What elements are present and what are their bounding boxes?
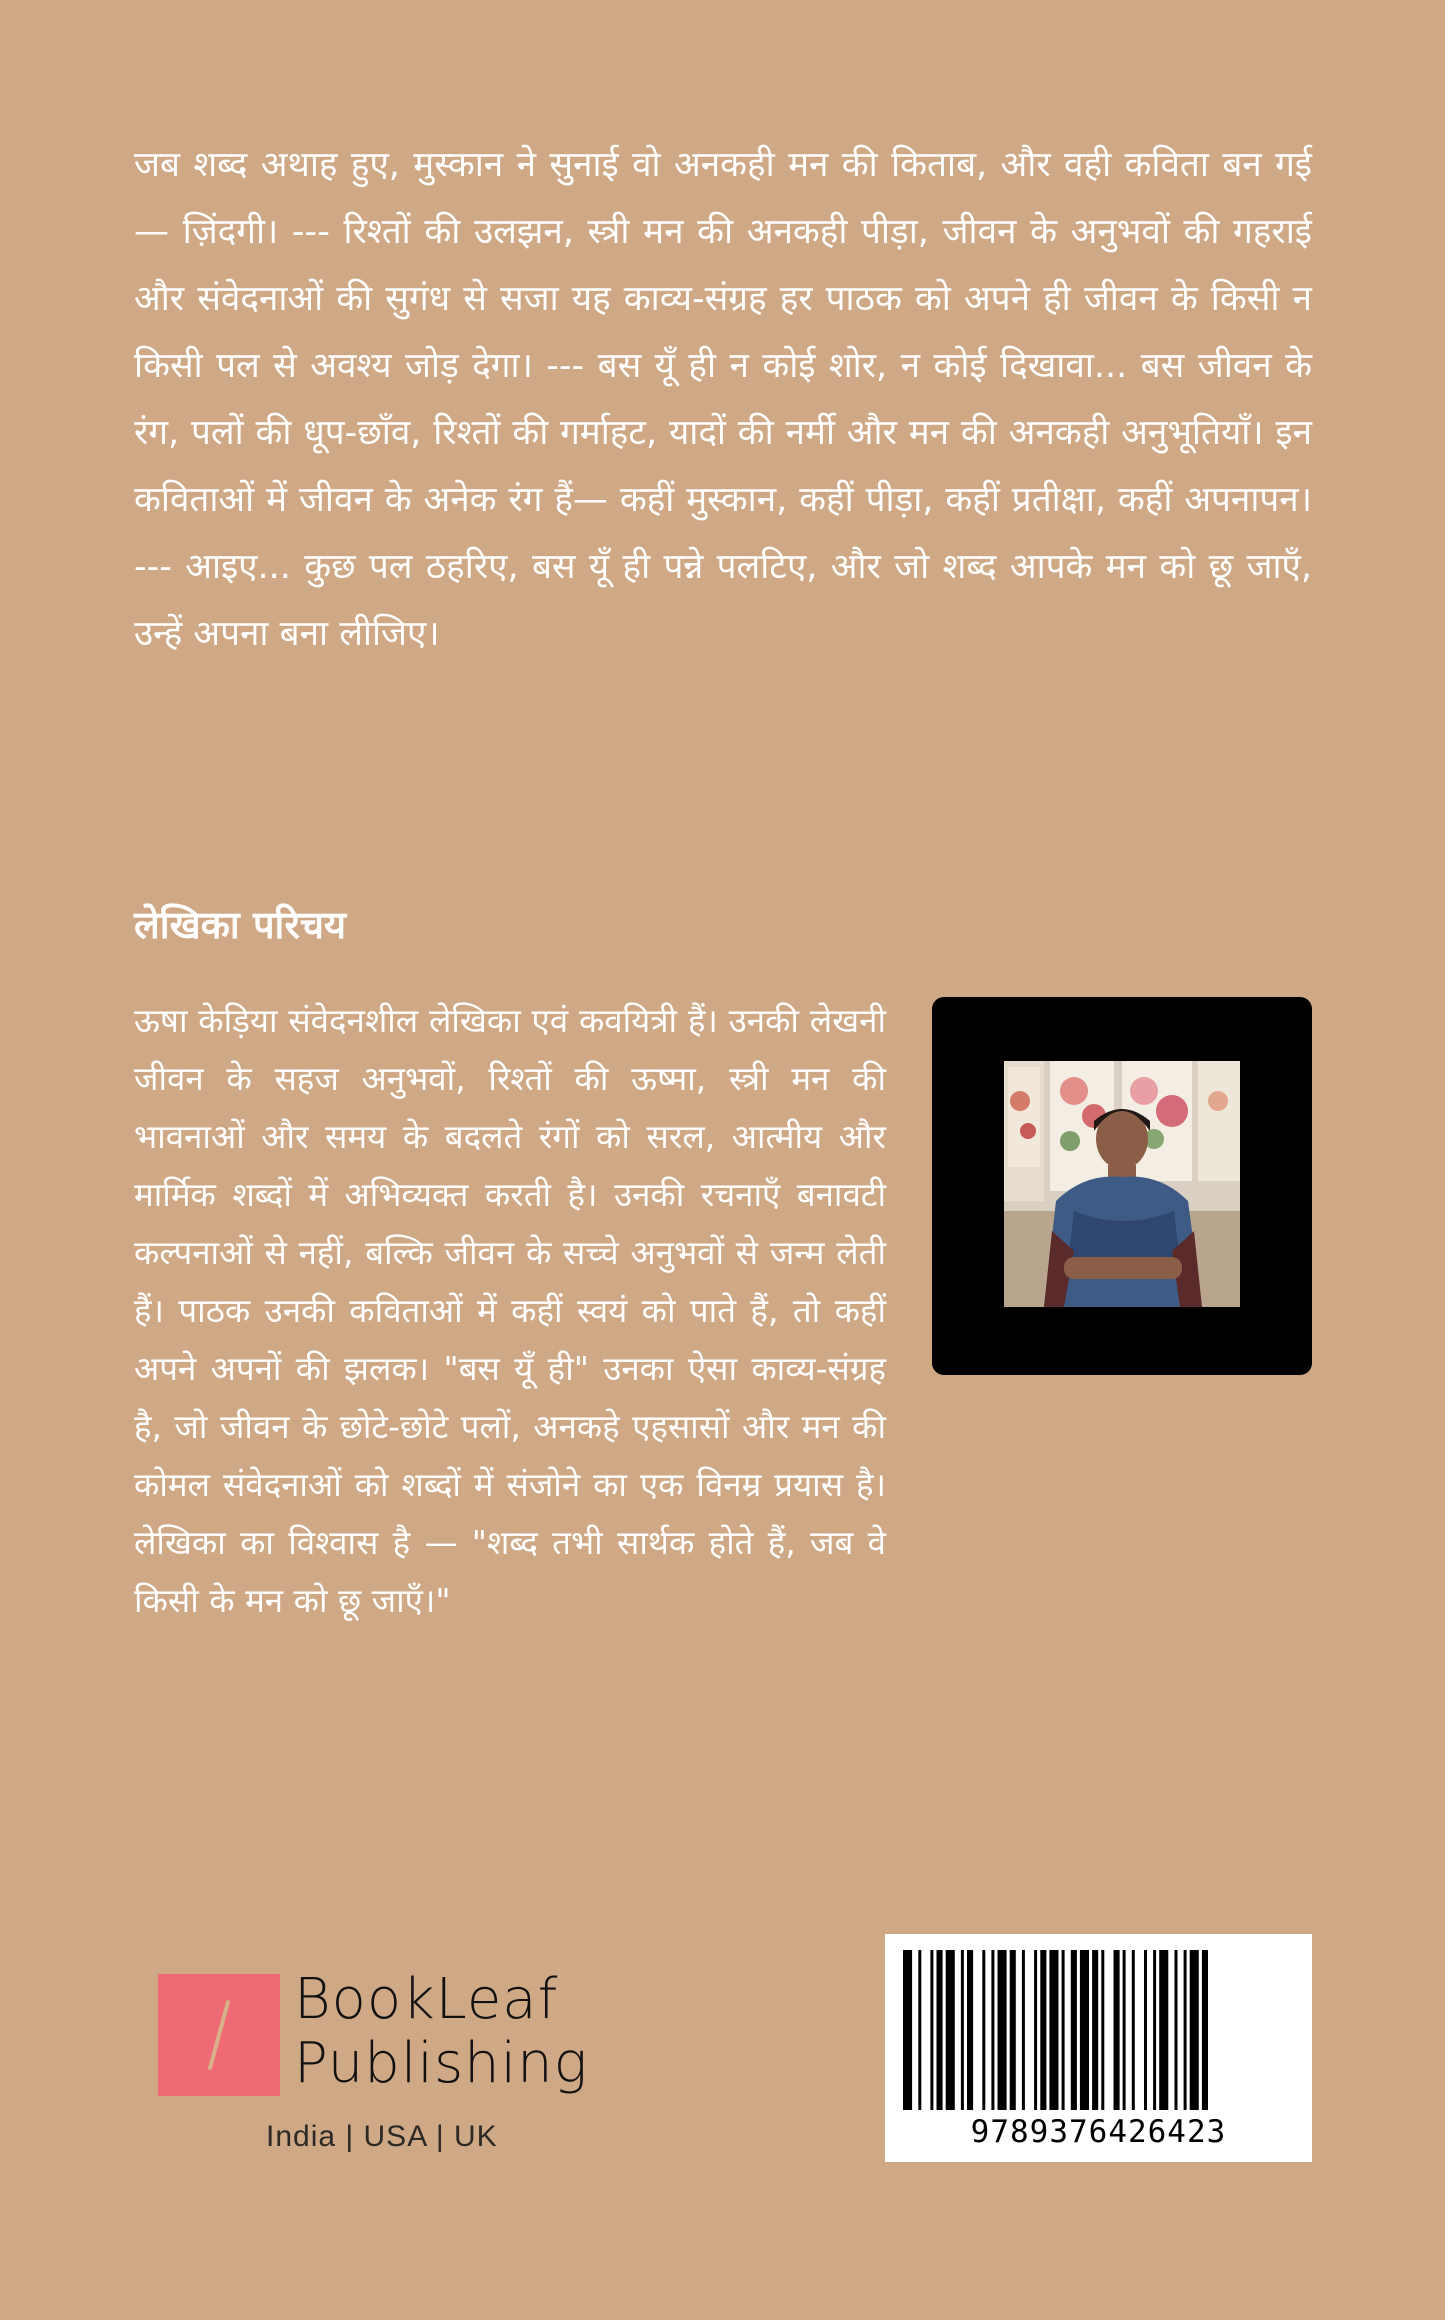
author-photo-frame [932, 997, 1312, 1375]
isbn-barcode [885, 1934, 1312, 2162]
barcode-bar [991, 1950, 994, 2110]
barcode-bar [1101, 1950, 1104, 2110]
barcode-bar [1040, 1950, 1046, 2110]
barcode-bar [1202, 1950, 1208, 2110]
publisher-countries: India | USA | UK [266, 2120, 498, 2153]
barcode-bar [1062, 1950, 1065, 2110]
barcode-bar [918, 1950, 921, 2110]
barcode-bar [1092, 1950, 1098, 2110]
publisher-logo [158, 1967, 618, 2153]
barcode-bar [1071, 1950, 1077, 2110]
publisher-name [294, 1968, 588, 2096]
barcode-bar [1010, 1950, 1016, 2110]
publisher-name-line2: Publishing [294, 2031, 589, 2096]
barcode-bar [1123, 1950, 1126, 2110]
barcode-bar [961, 1950, 964, 2110]
barcode-bar [1034, 1950, 1037, 2110]
barcode-bar [982, 1950, 985, 2110]
author-photo [1004, 1061, 1240, 1307]
author-bio: ऊषा केड़िया संवेदनशील लेखिका एवं कवयित्री हैं। उनकी लेखनी जीवन के सहज अनुभवों, रिश्तों की ऊष्मा, स्त्री मन की भावनाओं और समय के बदलते रंगों को सरल, आत्मीय और मार्मिक शब्दों में अभिव्यक्त करती है। उनकी रचनाएँ बनावटी कल्पनाओं से नहीं, बल्कि जीवन के सच्चे अनुभवों से जन्म लेती हैं। पाठक उनकी कविताओं में कहीं स्वयं को पाते हैं, तो कहीं अपने अपनों की झलक। "बस यूँ ही" उनका ऐसा काव्य-संग्रह है, जो जीवन के छोटे-छोटे पलों, अनकहे एहसासों और मन की कोमल संवेदनाओं को शब्दों में संजोने का एक विनम्र प्रयास है। लेखिका का विश्वास है — "शब्द तभी सार्थक होते हैं, जब वे किसी के मन को छू जाएँ।" [134, 1001, 886, 1620]
barcode-bar [1049, 1950, 1058, 2110]
barcode-bar [1153, 1950, 1156, 2110]
author-section-heading: लेखिका परिचय [134, 903, 347, 947]
barcode-bar [1080, 1950, 1089, 2110]
leaf-slash-icon [158, 1974, 280, 2096]
barcode-bar [946, 1950, 955, 2110]
barcode-bar [1132, 1950, 1135, 2110]
barcode-bar [930, 1950, 933, 2110]
barcode-bar [1114, 1950, 1120, 2110]
barcode-bar [967, 1950, 973, 2110]
barcode-bar [998, 1950, 1007, 2110]
barcode-bar [1022, 1950, 1025, 2110]
isbn-number: 9789376426423 [970, 2114, 1227, 2150]
back-cover-blurb: जब शब्द अथाह हुए, मुस्कान ने सुनाई वो अनकही मन की किताब, और वही कविता बन गई — ज़िंदगी। --- रिश्तों की उलझन, स्त्री मन की अनकही पीड़ा, जीवन के अनुभवों की गहराई और संवेदनाओं की सुगंध से सजा यह काव्य-संग्रह हर पाठक को अपने ही जीवन के किसी न किसी पल से अवश्य जोड़ देगा। --- बस यूँ ही न कोई शोर, न कोई दिखावा... बस जीवन के रंग, पलों की धूप-छाँव, रिश्तों की गर्माहट, यादों की नर्मी और मन की अनकही अनुभूतियाँ। इन कविताओं में जीवन के अनेक रंग हैं— कहीं मुस्कान, कहीं पीड़ा, कहीं प्रतीक्षा, कहीं अपनापन। --- आइए... कुछ पल ठहरिए, बस यूँ ही पन्ने पलटिए, और जो शब्द आपके मन को छू जाएँ, उन्हें अपना बना लीजिए। [134, 145, 1312, 654]
barcode-bar [937, 1950, 943, 2110]
barcode-bar [903, 1950, 912, 2110]
barcode-bar [1144, 1950, 1147, 2110]
barcode-bar [1184, 1950, 1187, 2110]
barcode-bar [1159, 1950, 1168, 2110]
barcode-bar [1175, 1950, 1178, 2110]
barcode-bar [1190, 1950, 1199, 2110]
publisher-name-line1: BookLeaf [294, 1967, 559, 2032]
